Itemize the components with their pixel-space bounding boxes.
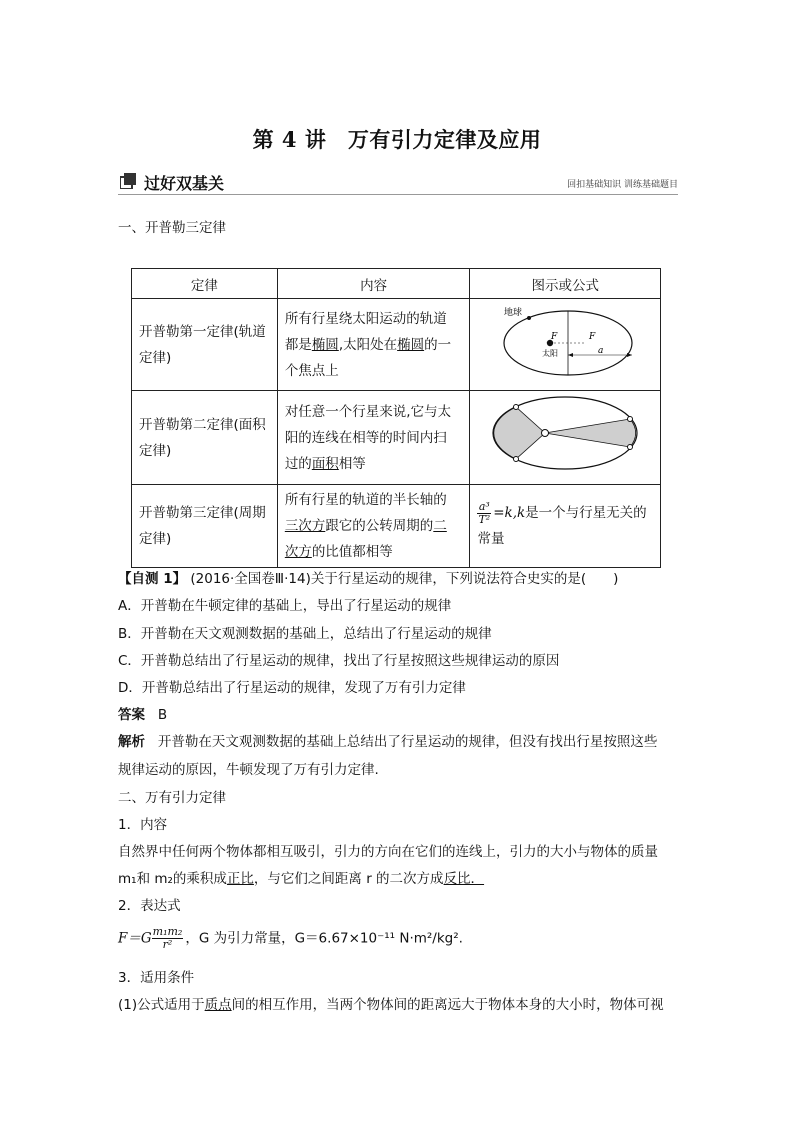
table-row xyxy=(132,485,661,568)
underlined-term: 椭圆 xyxy=(311,336,339,353)
quiz-analysis xyxy=(118,733,657,751)
page-title: 第 4 讲 万有引力定律及应用 xyxy=(252,127,542,152)
second-law-area-figure xyxy=(480,393,650,473)
quiz-label: 【自测 1】 xyxy=(118,571,187,587)
formula-denominator: r² xyxy=(162,938,173,951)
law-name-cell xyxy=(132,391,278,485)
content-text: 跟它的公转周期的 xyxy=(325,518,434,534)
quiz-option-b: B．开普勒在天文观测数据的基础上，总结出了行星运动的规律 xyxy=(118,626,492,642)
law-content-cell xyxy=(277,391,470,485)
content-text: m₁和 m₂的乘积成 xyxy=(118,871,227,887)
formula-denominator: T² xyxy=(478,512,491,526)
formula-fraction xyxy=(477,501,491,526)
content-paragraph-cont xyxy=(118,870,484,888)
law-name-line: 开普勒第一定律(轨道 xyxy=(139,323,266,340)
quiz-option-a: A．开普勒在牛顿定律的基础上，导出了行星运动的规律 xyxy=(118,598,452,614)
kepler-laws-table xyxy=(131,268,661,568)
table-header-row xyxy=(132,269,661,299)
quiz-option-c: C．开普勒总结出了行星运动的规律，找出了行星按照这些规律运动的原因 xyxy=(118,653,560,669)
section-subtitle: 回扣基础知识 训练基础题目 xyxy=(567,180,678,190)
law-content-line xyxy=(285,487,463,513)
area-figure-cell xyxy=(470,391,661,485)
condition-underlined: 质点 xyxy=(204,997,232,1013)
law-content-line xyxy=(285,399,463,425)
table-header-content: 内容 xyxy=(277,269,470,299)
part1-heading: 一、开普勒三定律 xyxy=(118,220,226,236)
table-row xyxy=(132,299,661,391)
law-content-line xyxy=(285,539,463,565)
condition-heading: 3．适用条件 xyxy=(118,970,195,986)
content-text: 所有行星的轨道的半长轴的 xyxy=(284,492,447,508)
law-content-cell xyxy=(277,299,470,391)
content-text: 都是 xyxy=(284,336,312,353)
answer-label: 答案 xyxy=(118,707,145,723)
content-text: 的比值都相等 xyxy=(311,544,393,560)
underlined-term: 面积 xyxy=(311,455,339,472)
law-content-line xyxy=(285,306,463,332)
formula-numerator: a³ xyxy=(478,499,490,513)
content-text: 阳的连线在相等的时间内扫 xyxy=(284,429,447,446)
content-text: ,太阳处在 xyxy=(338,336,398,353)
quiz-question: (2016·全国卷Ⅲ·14)关于行星运动的规律，下列说法符合史实的是( ) xyxy=(186,571,619,587)
underlined-term: 二 xyxy=(433,518,447,534)
analysis-label: 解析 xyxy=(118,734,145,750)
first-law-ellipse-figure xyxy=(480,301,650,379)
planet-icon xyxy=(628,417,633,422)
planet-icon xyxy=(628,445,633,450)
underlined-term: 次方 xyxy=(284,544,312,560)
content-underlined: 反比． xyxy=(443,871,485,887)
law-content-line xyxy=(285,513,463,539)
condition-text: (1)公式适用于 xyxy=(118,997,205,1013)
law-name-line: 开普勒第三定律(周期 xyxy=(139,505,266,521)
quiz-analysis-cont: 规律运动的原因，牛顿发现了万有引力定律. xyxy=(118,762,379,778)
sun-icon xyxy=(542,430,549,437)
law-content-line xyxy=(285,451,463,477)
table-header-figure: 图示或公式 xyxy=(470,269,661,299)
law-name-line: 定律) xyxy=(139,531,172,547)
earth-dot-icon xyxy=(527,316,531,320)
analysis-text: 开普勒在天文观测数据的基础上总结出了行星运动的规律，但没有找出行星按照这些 xyxy=(157,734,658,750)
law-content-line xyxy=(285,332,463,358)
law-name-line: 开普勒第二定律(面积 xyxy=(139,416,266,433)
condition-paragraph xyxy=(118,996,664,1014)
content-text: 所有行星绕太阳运动的轨道 xyxy=(284,310,447,327)
formula-numerator: m₁m₂ xyxy=(152,925,183,938)
content-text: 的一 xyxy=(424,336,452,353)
content-heading: 1．内容 xyxy=(118,817,168,833)
gravitation-formula xyxy=(118,926,463,951)
third-law-formula-cell xyxy=(470,485,661,568)
formula-text: 常量 xyxy=(477,531,505,547)
quiz-option-d: D．开普勒总结出了行星运动的规律，发现了万有引力定律 xyxy=(118,680,466,696)
sun-label: 太阳 xyxy=(542,349,559,358)
content-underlined: 正比 xyxy=(226,871,254,887)
underlined-term: 椭圆 xyxy=(397,336,425,353)
content-text: 对任意一个行星来说,它与太 xyxy=(284,403,452,420)
law-content-cell xyxy=(277,485,470,568)
part2-heading: 二、万有引力定律 xyxy=(118,790,226,806)
law-name-line: 定律) xyxy=(139,442,172,459)
formula-fraction xyxy=(152,926,184,951)
condition-text: 间的相互作用，当两个物体间的距离远大于物体本身的大小时，物体可视 xyxy=(231,997,664,1013)
law-content-line xyxy=(285,425,463,451)
law-name-cell xyxy=(132,485,278,568)
section-header xyxy=(118,170,678,195)
formula-equals: =k,k xyxy=(493,505,526,521)
table-row xyxy=(132,391,661,485)
content-text: ，与它们之间距离 r 的二次方成 xyxy=(253,871,444,887)
formula-text: 是一个与行星无关的 xyxy=(525,505,647,521)
law-name-cell xyxy=(132,299,278,391)
law-content-line xyxy=(285,358,463,384)
content-text: 过的 xyxy=(284,455,312,472)
formula-description: ，G 为引力常量，G＝6.67×10⁻¹¹ N·m²/kg². xyxy=(185,930,463,947)
earth-label: 地球 xyxy=(504,308,523,318)
planet-icon xyxy=(514,457,519,462)
focus-label: F xyxy=(589,332,596,342)
ellipse-figure-cell xyxy=(470,299,661,391)
quiz-stem xyxy=(118,570,618,588)
section-square-icon xyxy=(120,173,136,189)
planet-icon xyxy=(514,405,519,410)
answer-value: B xyxy=(157,707,168,723)
section-title: 过好双基关 xyxy=(144,174,225,193)
quiz-answer xyxy=(118,706,167,724)
table-header-law: 定律 xyxy=(132,269,278,299)
content-paragraph: 自然界中任何两个物体都相互吸引，引力的方向在它们的连线上，引力的大小与物体的质量 xyxy=(118,844,658,860)
semi-major-axis-label: a xyxy=(598,346,604,356)
formula-lhs: F＝G xyxy=(118,930,152,947)
law-name-line: 定律) xyxy=(139,349,172,366)
content-text: 个焦点上 xyxy=(284,362,339,379)
underlined-term: 三次方 xyxy=(284,518,326,534)
expression-heading: 2．表达式 xyxy=(118,898,181,914)
focus-label: F xyxy=(551,332,558,342)
content-text: 相等 xyxy=(338,455,366,472)
